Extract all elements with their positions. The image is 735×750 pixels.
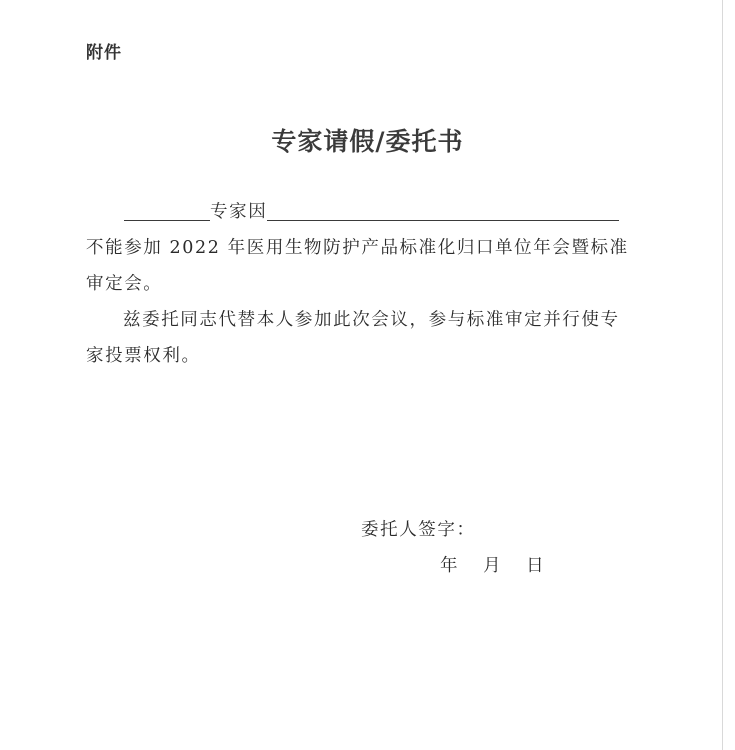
- delegation-paragraph-line-2: 家投票权利。: [86, 346, 201, 366]
- expert-name-blank[interactable]: [124, 200, 210, 221]
- leave-paragraph-line-3: 审定会。: [86, 274, 163, 294]
- delegation-paragraph-line-1: 兹委托同志代替本人参加此次会议，参与标准审定并行使专: [123, 310, 620, 330]
- signature-label: 委托人签字：: [361, 520, 476, 540]
- leave-reason-blank[interactable]: [267, 200, 619, 221]
- attachment-label: 附件: [86, 43, 122, 63]
- date-line: [440, 552, 544, 577]
- month-label: 月: [483, 556, 501, 576]
- leave-paragraph-line-1: [86, 198, 619, 223]
- leave-paragraph-line-2: 不能参加 2022 年医用生物防护产品标准化归口单位年会暨标准: [86, 238, 629, 258]
- year-label: 年: [440, 556, 458, 576]
- document-title: 专家请假/委托书: [271, 127, 464, 156]
- page-edge-line: [722, 0, 723, 750]
- expert-word: 专家因: [210, 202, 268, 222]
- day-label: 日: [526, 556, 544, 576]
